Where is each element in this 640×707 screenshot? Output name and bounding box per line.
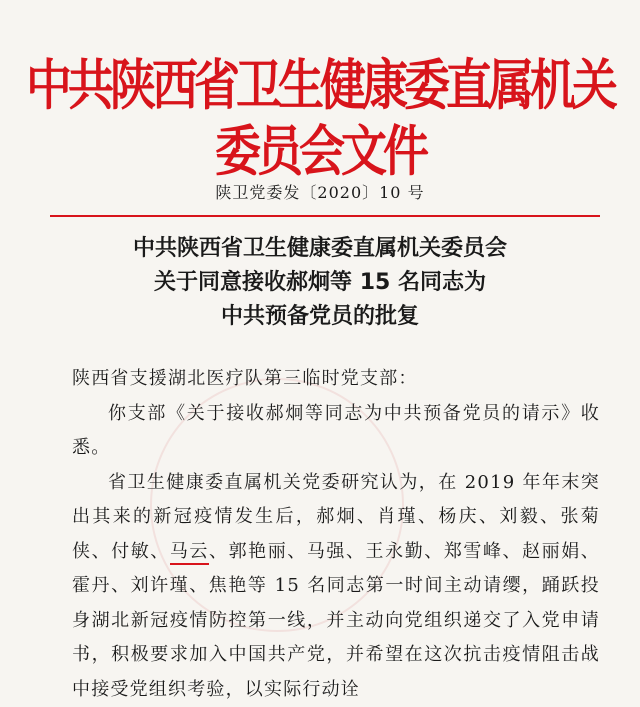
- title-line-1: 中共陕西省卫生健康委直属机关委员会: [0, 232, 640, 266]
- paragraph-2-text-before: 省卫生健康委直属机关党委研究认为，在 2019 年年末突出其来的新冠疫情发生后，郝炯、肖瑾、杨庆、刘毅、张菊侠、付敏、: [72, 472, 600, 562]
- paragraph-2: [72, 466, 600, 707]
- title-line-3: 中共预备党员的批复: [0, 300, 640, 334]
- highlighted-name: 马云: [170, 541, 209, 565]
- document-number: 陕卫党委发〔2020〕10 号: [0, 180, 640, 203]
- red-separator-line: [50, 215, 600, 217]
- document-body: [72, 362, 600, 707]
- paragraph-2-text-after: 、郭艳丽、马强、王永勤、郑雪峰、赵丽娟、霍丹、刘许瑾、焦艳等 15 名同志第一时间主动请缨，踊跃投身湖北新冠疫情防控第一线，并主动向党组织递交了入党申请书，积极要求加入中国共产党，并希望在这次抗击疫情阻击战中接受党组织考验，以实际行动诠: [72, 541, 600, 700]
- document-title: [0, 232, 640, 334]
- show-through-text: [0, 38, 640, 48]
- paragraph-1: 你支部《关于接收郝炯等同志为中共预备党员的请示》收悉。: [72, 397, 600, 466]
- salutation: 陕西省支援湖北医疗队第三临时党支部：: [72, 362, 600, 397]
- title-line-2: 关于同意接收郝炯等 15 名同志为: [0, 266, 640, 300]
- show-through-text: [0, 8, 640, 18]
- document-masthead: 中共陕西省卫生健康委直属机关委员会文件: [20, 52, 620, 184]
